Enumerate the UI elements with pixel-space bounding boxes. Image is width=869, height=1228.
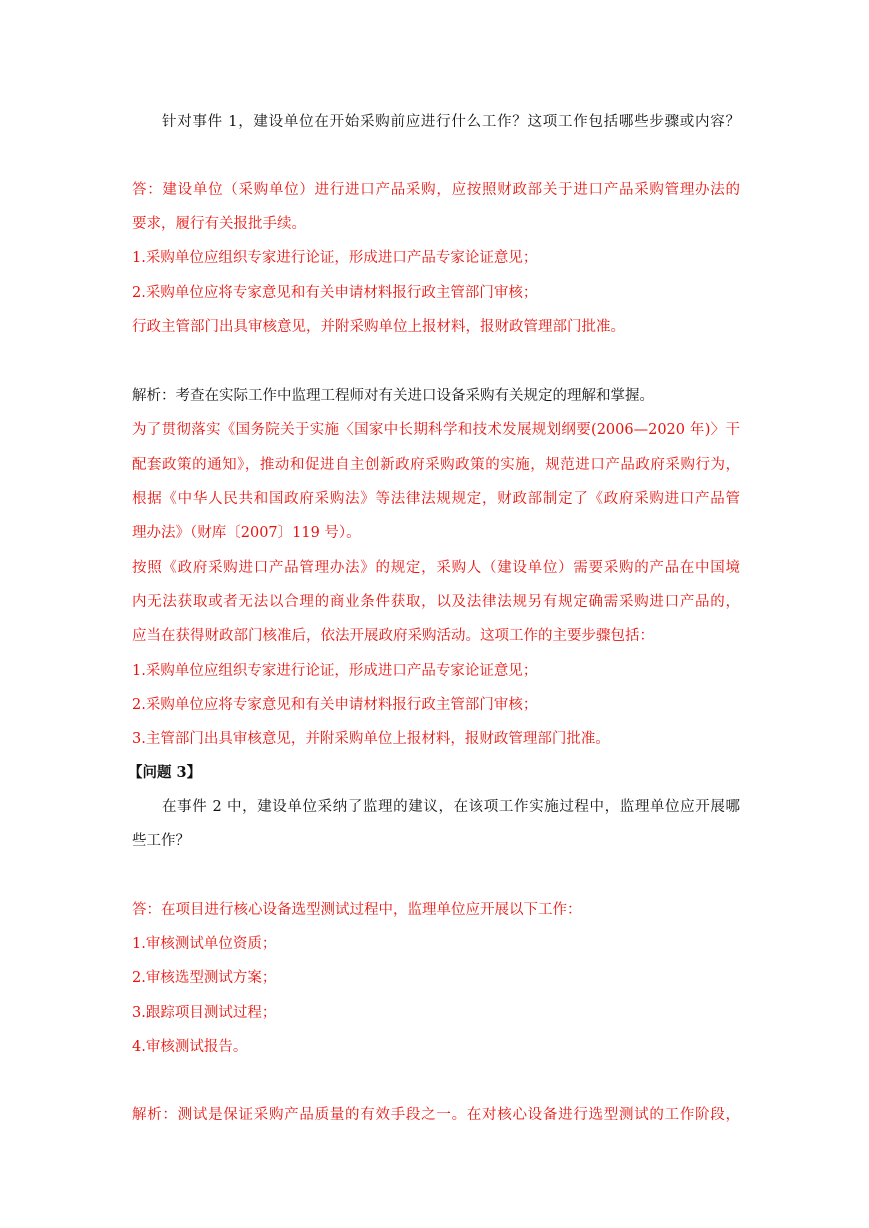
answer1-item2: 2.采购单位应将专家意见和有关申请材料报行政主管部门审核；	[132, 285, 538, 301]
answer1-item1: 1.采购单位应组织专家进行论证，形成进口产品专家论证意见；	[132, 250, 538, 266]
analysis1-p2-line3: 应当在获得财政部门核准后，依法开展政府采购活动。这项工作的主要步骤包括：	[132, 628, 654, 644]
analysis1-p1-line3: 根据《中华人民共和国政府采购法》等法律法规规定，财政部制定了《政府采购进口产品管	[132, 491, 740, 507]
answer3-line1: 答：在项目进行核心设备选型测试过程中，监理单位应开展以下工作：	[132, 902, 582, 918]
analysis1-p1-line4: 理办法》（财库〔2007〕119 号）。	[132, 525, 361, 541]
analysis1-p1-line1: 为了贯彻落实《国务院关于实施〈国家中长期科学和技术发展规划纲要(2006—2020 年)〉干	[132, 422, 740, 438]
answer3-item3: 3.跟踪项目测试过程；	[132, 1005, 277, 1021]
analysis1-p2-line2: 内无法获取或者无法以合理的商业条件获取，以及法律法规另有规定确需采购进口产品的，	[132, 594, 740, 610]
answer1-line1: 答：建设单位（采购单位）进行进口产品采购，应按照财政部关于进口产品采购管理办法的	[132, 182, 740, 198]
analysis1-p2-line1: 按照《政府采购进口产品管理办法》的规定，采购人（建设单位）需要采购的产品在中国境	[132, 560, 740, 576]
question-event1: 针对事件 1，建设单位在开始采购前应进行什么工作？这项工作包括哪些步骤或内容？	[162, 114, 740, 130]
question3-line1: 在事件 2 中，建设单位采纳了监理的建议，在该项工作实施过程中，监理单位应开展哪	[162, 799, 740, 815]
answer3-item4: 4.审核测试报告。	[132, 1039, 248, 1055]
answer1-line2: 要求，履行有关报批手续。	[132, 216, 306, 232]
answer3-item2: 2.审核选型测试方案；	[132, 970, 277, 986]
analysis1-item3: 3.主管部门出具审核意见，并附采购单位上报材料，报财政管理部门批准。	[132, 731, 610, 747]
analysis1-item1: 1.采购单位应组织专家进行论证，形成进口产品专家论证意见；	[132, 663, 538, 679]
question3-heading: 【问题 3】	[128, 764, 202, 781]
answer3-item1: 1.审核测试单位资质；	[132, 936, 277, 952]
question3-line2: 些工作？	[132, 833, 190, 849]
analysis1-item2: 2.采购单位应将专家意见和有关申请材料报行政主管部门审核；	[132, 697, 538, 713]
analysis1-intro: 解析：考查在实际工作中监理工程师对有关进口设备采购有关规定的理解和掌握。	[132, 388, 654, 404]
analysis3-line1: 解析：测试是保证采购产品质量的有效手段之一。在对核心设备进行选型测试的工作阶段，	[132, 1107, 740, 1123]
analysis1-p1-line2: 配套政策的通知》，推动和促进自主创新政府采购政策的实施，规范进口产品政府采购行为，	[132, 457, 740, 473]
answer1-item3: 行政主管部门出具审核意见，并附采购单位上报材料，报财政管理部门批准。	[132, 319, 625, 335]
